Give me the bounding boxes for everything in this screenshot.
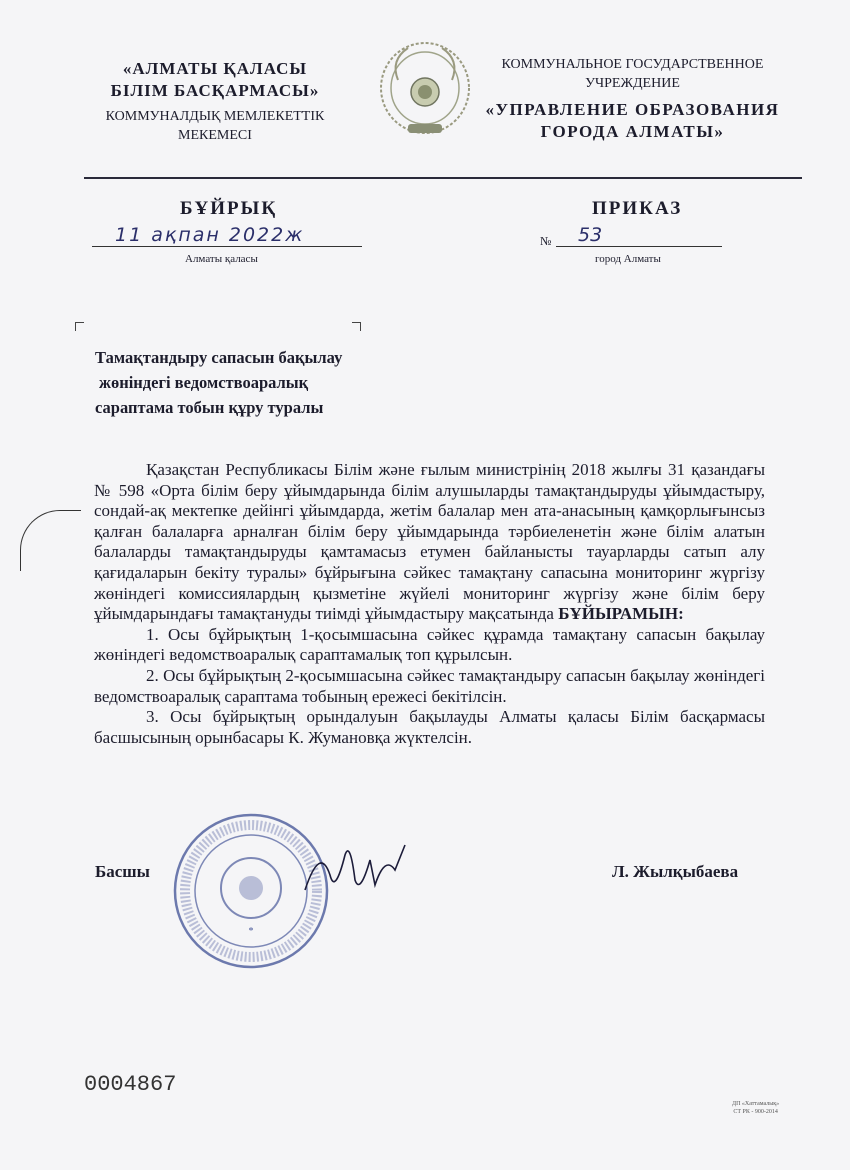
header-left-kz [90,58,340,145]
corner-mark-right [352,322,361,331]
signatory-name: Л. Жылқыбаева [612,862,739,881]
header-divider [84,177,802,179]
org-type-ru-2: УЧРЕЖДЕНИЕ [585,76,680,91]
order-word: БҰЙЫРАМЫН [558,604,679,624]
footer-line-2: СТ РК - 900-2014 [733,1109,778,1115]
preamble-paragraph [94,460,765,625]
org-name-ru-1: «УПРАВЛЕНИЕ ОБРАЗОВАНИЯ [485,100,780,119]
order-number: 53 [578,224,603,246]
svg-text:*: * [248,926,254,937]
handwritten-signature-icon [300,835,410,905]
title-line-3: сараптама тобын құру туралы [95,398,324,417]
form-serial-number: 0004867 [84,1072,177,1097]
document-body [94,460,765,748]
order-label-kz: БҰЙРЫҚ [180,198,278,219]
state-emblem-icon [378,40,472,140]
org-type-kz-1: КОММУНАЛДЫҚ МЕМЛЕКЕТТІК [105,109,325,124]
title-line-1: Тамақтандыру сапасын бақылау [95,348,343,367]
order-date: 11 ақпан 2022ж [115,224,305,246]
city-ru: город Алматы [595,253,661,265]
order-colon: : [678,604,684,624]
header-right-ru [485,55,780,143]
order-label-ru: ПРИКАЗ [592,198,683,219]
handwritten-margin-mark [20,510,81,571]
org-name-ru-2: ГОРОДА АЛМАТЫ» [540,122,725,141]
org-name-kz-1: «АЛМАТЫ ҚАЛАСЫ [122,59,308,78]
corner-mark-left [75,322,84,331]
org-name-kz-2: БІЛІМ БАСҚАРМАСЫ» [110,81,320,100]
city-kz: Алматы қаласы [185,253,258,265]
number-underline [556,246,722,247]
org-type-kz-2: МЕКЕМЕСІ [178,128,252,143]
form-footer [732,1100,779,1116]
preamble-text: Қазақстан Республикасы Білім және ғылым министрінің 2018 жылғы 31 қазандағы № 598 «Орта білім беру ұйымдарында білім алушыларды тамақтандыруды ұйымдастыру, сондай-ақ мектепке дейінгі ұйымдарда, жетім балалар мен ата-анасының қамқорлығынсыз қалған балаларға арналған білім беру ұйымдарында тәрбиеленетін және білім алатын балаларды тамақтандыруды қамтамасыз етумен байланысты тауарларды сатып алу қағидаларын бекіту туралы» бұйрығына сәйкес тамақтану сапасына мониторинг жүргізу жөніндегі комиссиялардың қызметіне жүйелі мониторинг жүргізу және білім беру ұйымдарындағы тамақтануды тиімді ұйымдастыру мақсатында [94,460,765,624]
order-item-3: 3. Осы бұйрықтың орындалуын бақылауды Алматы қаласы Білім басқармасы басшысының орынбасары К. Жумановқа жүктелсін. [94,707,765,747]
signatory-position: Басшы [95,862,150,881]
org-type-ru-1: КОММУНАЛЬНОЕ ГОСУДАРСТВЕННОЕ [501,57,764,72]
title-line-2: жөніндегі ведомствоаралық [99,373,309,392]
order-item-2: 2. Осы бұйрықтың 2-қосымшасына сәйкес тамақтандыру сапасын бақылау жөніндегі ведомствоаралық сараптама тобының ережесі бекітілсін. [94,665,765,706]
number-sign: № [540,234,552,248]
document-title [95,345,342,420]
footer-line-1: ДП «Хаттамалық» [732,1101,780,1107]
order-item-1: 1. Осы бұйрықтың 1-қосымшасына сәйкес құрамда тамақтану сапасын бақылау жөніндегі ведомствоаралық сараптамалық топ құрылсын. [94,624,765,665]
date-underline [92,246,362,247]
